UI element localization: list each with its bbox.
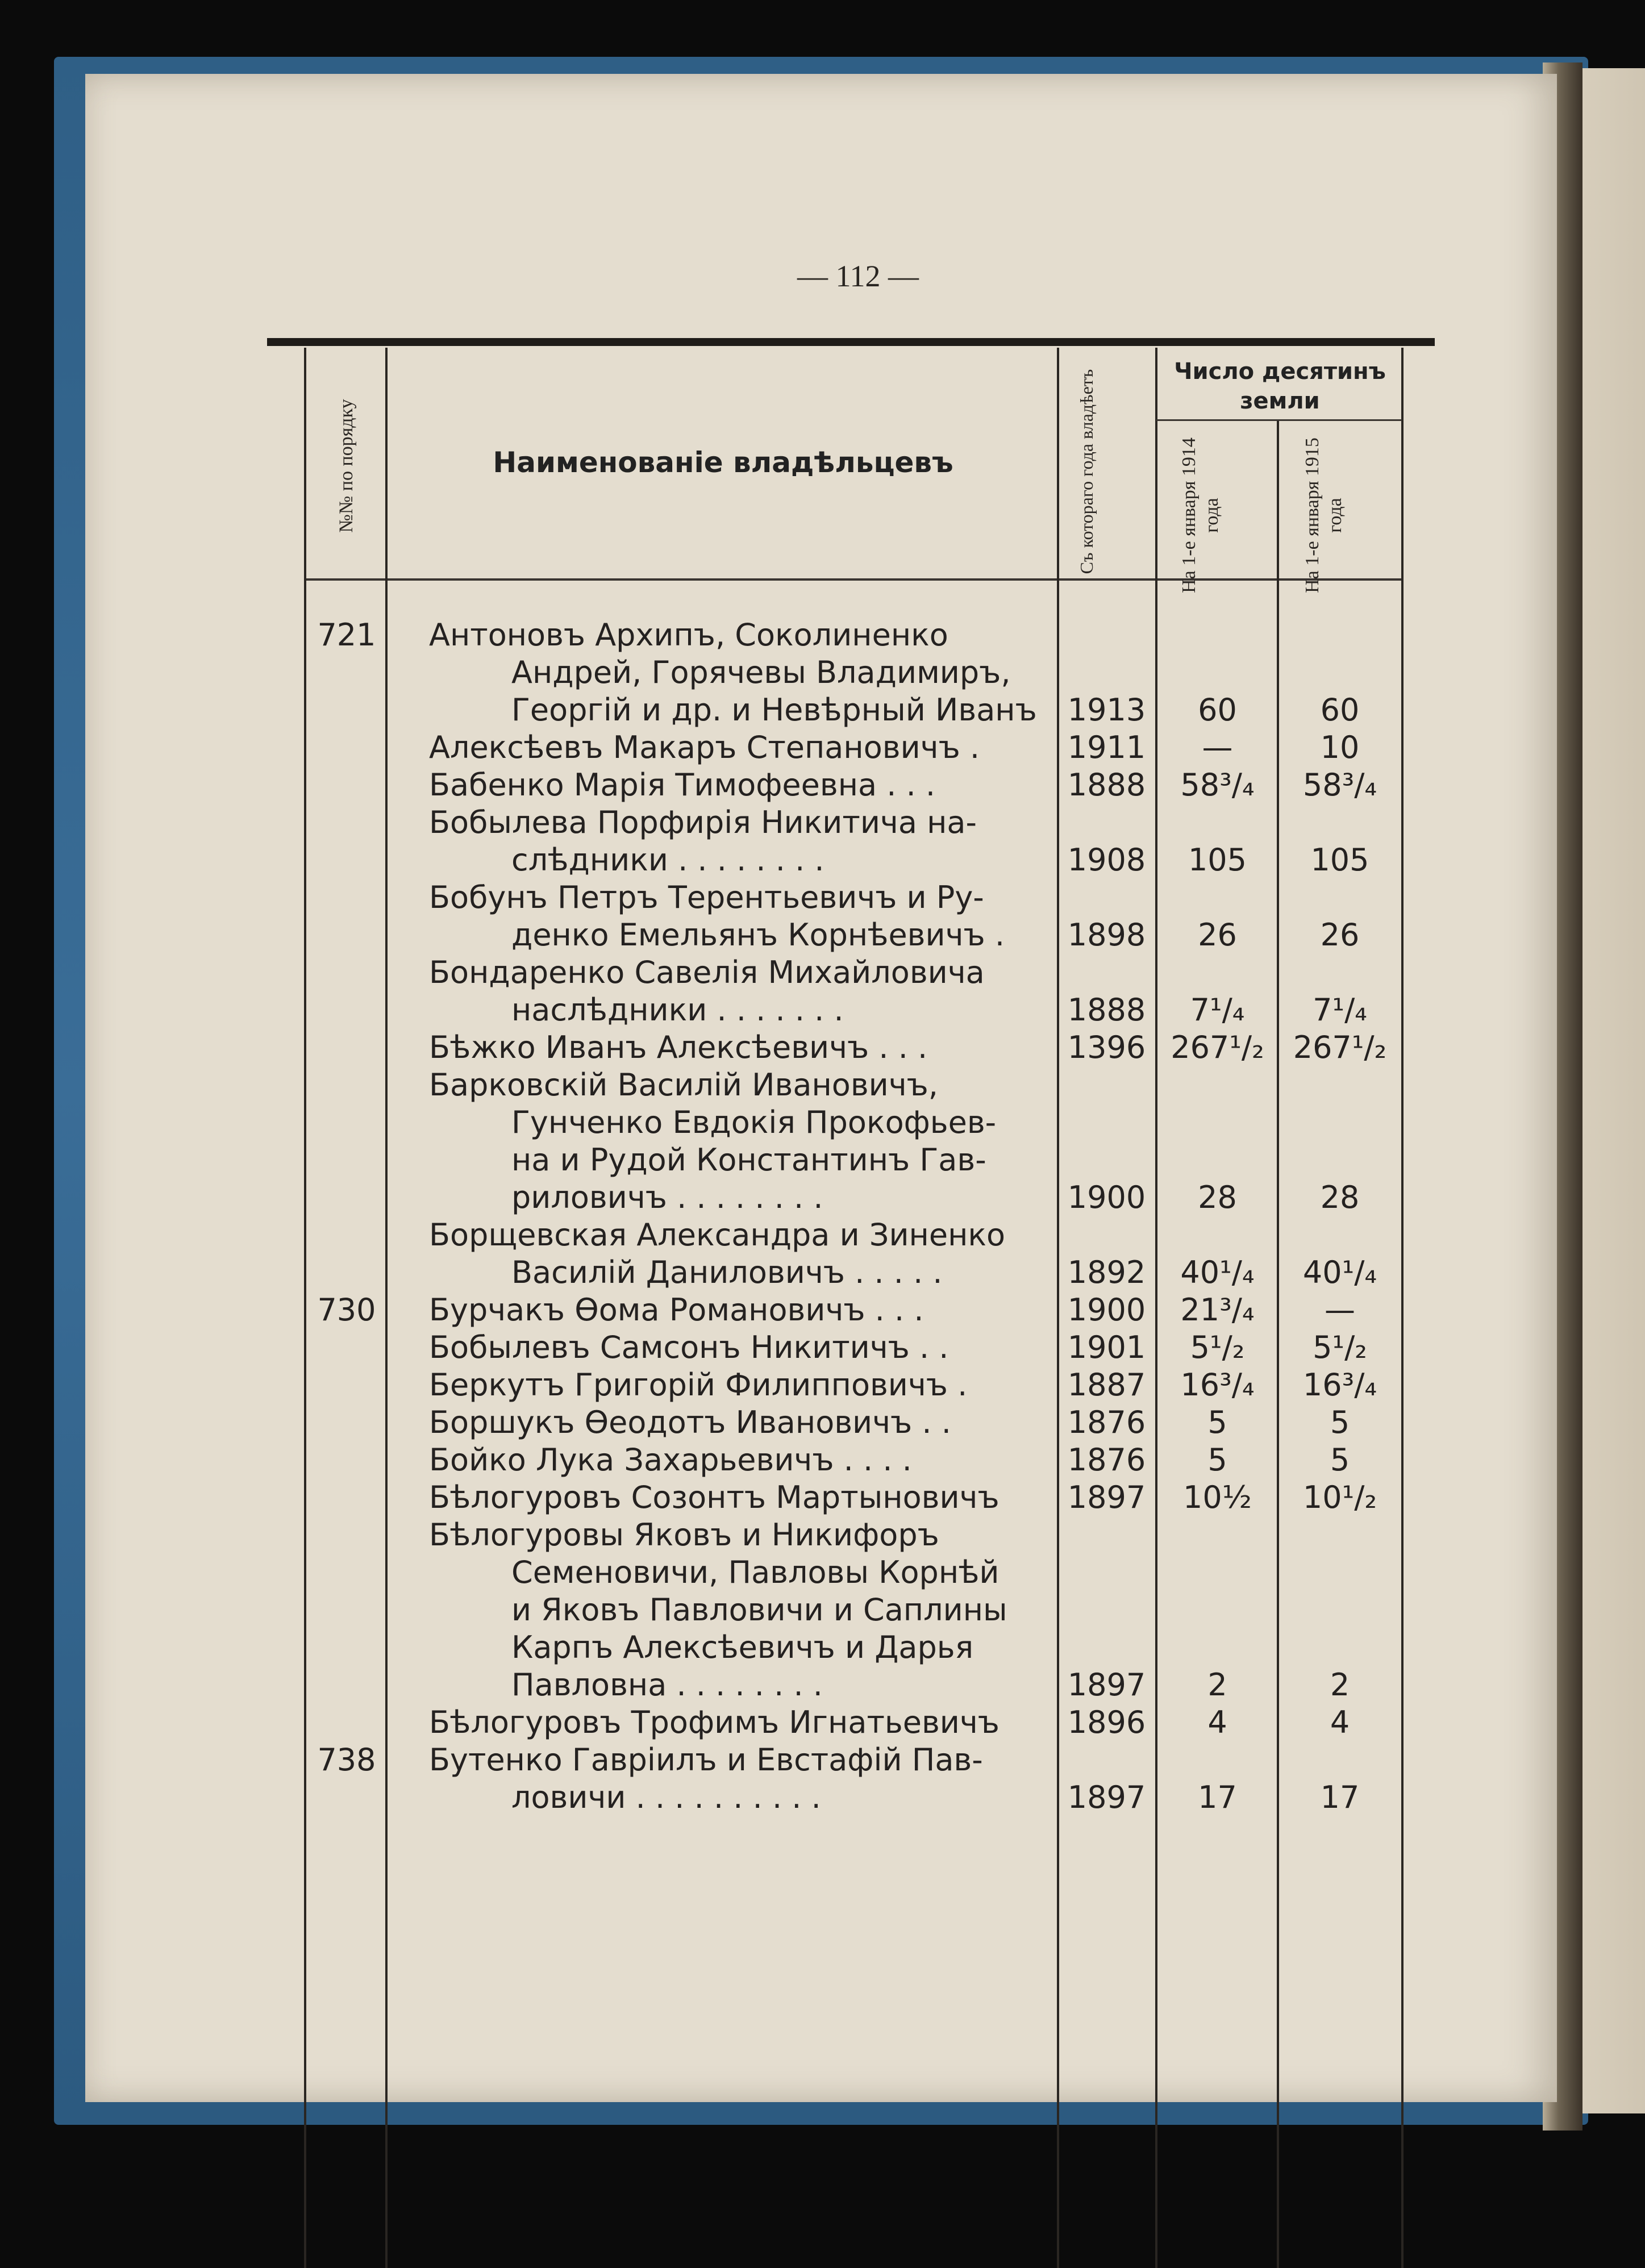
area-1915-cell: 28 xyxy=(1320,1179,1360,1215)
area-1914-cell: 17 xyxy=(1198,1779,1237,1815)
area-1915-cell: 5 xyxy=(1330,1404,1350,1440)
table-top-rule xyxy=(267,338,1435,346)
owner-name-line: Василій Даниловичъ . . . . . xyxy=(511,1254,943,1290)
year-cell: 1898 xyxy=(1067,917,1146,953)
owner-name-line: Боршукъ Ѳеодотъ Ивановичъ . . xyxy=(429,1404,951,1440)
col-line-left xyxy=(304,348,306,2268)
area-1915-cell: 10 xyxy=(1320,729,1360,765)
area-1914-cell: 60 xyxy=(1198,692,1237,728)
group-header-rule xyxy=(1156,419,1402,421)
row-number: 738 xyxy=(317,1742,376,1778)
owner-name-line: Бондаренко Савелія Михайловича xyxy=(429,954,985,990)
owner-name-line: и Яковъ Павловичи и Саплины xyxy=(511,1592,1007,1628)
owner-name-line: риловичъ . . . . . . . . xyxy=(511,1179,823,1215)
area-1914-cell: 5¹/₂ xyxy=(1190,1329,1245,1365)
area-1915-cell: 5¹/₂ xyxy=(1313,1329,1367,1365)
year-cell: 1913 xyxy=(1067,692,1146,728)
area-1914-cell: 40¹/₄ xyxy=(1180,1254,1255,1290)
header-col-no: №№ по порядку xyxy=(336,399,357,533)
owner-name-line: слѣдники . . . . . . . . xyxy=(511,842,824,878)
area-1915-cell: 105 xyxy=(1310,842,1369,878)
owner-name-line: Бѣлогуровъ Трофимъ Игнатьевичъ xyxy=(429,1704,1000,1740)
area-1915-cell: 2 xyxy=(1330,1667,1350,1703)
owner-name-line: Бѣлогуровъ Созонтъ Мартыновичъ xyxy=(429,1479,1000,1515)
year-cell: 1900 xyxy=(1067,1292,1146,1328)
year-cell: 1911 xyxy=(1067,729,1146,765)
header-col-year: Съ котораго года владѣетъ xyxy=(1076,369,1097,574)
area-1915-cell: 7¹/₄ xyxy=(1313,992,1367,1028)
area-1914-cell: 5 xyxy=(1207,1404,1227,1440)
row-number: 730 xyxy=(317,1292,376,1328)
owner-name-line: Беркутъ Григорій Филипповичъ . xyxy=(429,1367,968,1403)
area-1914-cell: 16³/₄ xyxy=(1180,1367,1255,1403)
row-number: 721 xyxy=(317,617,376,653)
owner-name-line: Карпъ Алексѣевичъ и Дарья xyxy=(511,1629,974,1665)
area-1915-cell: 60 xyxy=(1320,692,1360,728)
year-cell: 1888 xyxy=(1067,767,1146,803)
year-cell: 1396 xyxy=(1067,1029,1146,1065)
col-line-year xyxy=(1155,348,1157,2268)
owner-name-line: Бабенко Марія Тимофеевна . . . xyxy=(429,767,936,803)
year-cell: 1897 xyxy=(1067,1779,1146,1815)
col-line-name xyxy=(1057,348,1059,2268)
area-1915-cell: 58³/₄ xyxy=(1302,767,1377,803)
year-cell: 1887 xyxy=(1067,1367,1146,1403)
owner-name-line: Георгій и др. и Невѣрный Иванъ xyxy=(511,692,1037,728)
col-line-right xyxy=(1401,348,1404,2268)
year-cell: 1888 xyxy=(1067,992,1146,1028)
owner-name-line: Гунченко Евдокія Прокофьев- xyxy=(511,1104,997,1140)
area-1915-cell: 4 xyxy=(1330,1704,1350,1740)
owner-name-line: денко Емельянъ Корнѣевичъ . xyxy=(511,917,1005,953)
year-cell: 1897 xyxy=(1067,1479,1146,1515)
owner-name-line: ловичи . . . . . . . . . . xyxy=(511,1779,821,1815)
year-cell: 1892 xyxy=(1067,1254,1146,1290)
owner-name-line: Антоновъ Архипъ, Соколиненко xyxy=(429,617,948,653)
area-1915-cell: 40¹/₄ xyxy=(1302,1254,1377,1290)
area-1915-cell: 10¹/₂ xyxy=(1302,1479,1377,1515)
area-1915-cell: 5 xyxy=(1330,1442,1350,1478)
area-1914-cell: — xyxy=(1202,729,1233,765)
col-line-1914 xyxy=(1277,419,1279,2268)
area-1914-cell: 28 xyxy=(1198,1179,1237,1215)
owner-name-line: Бобылевъ Самсонъ Никитичъ . . xyxy=(429,1329,949,1365)
year-cell: 1897 xyxy=(1067,1667,1146,1703)
area-1914-cell: 10½ xyxy=(1182,1479,1252,1515)
next-page-edge xyxy=(1574,68,1645,2113)
owner-name-line: наслѣдники . . . . . . . xyxy=(511,992,844,1028)
area-1915-cell: 17 xyxy=(1320,1779,1360,1815)
area-1915-cell: 267¹/₂ xyxy=(1293,1029,1387,1065)
area-1915-cell: 26 xyxy=(1320,917,1360,953)
area-1914-cell: 58³/₄ xyxy=(1180,767,1255,803)
owner-name-line: Барковскій Василій Ивановичъ, xyxy=(429,1067,938,1103)
owner-name-line: Семеновичи, Павловы Корнѣй xyxy=(511,1554,1000,1590)
owner-name-line: Алексѣевъ Макаръ Степановичъ . xyxy=(429,729,980,765)
page-number: — 112 — xyxy=(797,259,919,293)
year-cell: 1876 xyxy=(1067,1404,1146,1440)
owner-name-line: Бойко Лука Захарьевичъ . . . . xyxy=(429,1442,912,1478)
owner-name-line: Борщевская Александра и Зиненко xyxy=(429,1217,1006,1253)
owner-name-line: Бобылева Порфирія Никитича на- xyxy=(429,804,977,840)
area-1915-cell: 16³/₄ xyxy=(1302,1367,1377,1403)
year-cell: 1876 xyxy=(1067,1442,1146,1478)
owner-name-line: Бобунъ Петръ Терентьевичъ и Ру- xyxy=(429,879,984,915)
area-1914-cell: 5 xyxy=(1207,1442,1227,1478)
owner-name-line: Павловна . . . . . . . . xyxy=(511,1667,823,1703)
area-1914-cell: 26 xyxy=(1198,917,1237,953)
area-1914-cell: 2 xyxy=(1207,1667,1227,1703)
owner-name-line: Бурчакъ Ѳома Романовичъ . . . xyxy=(429,1292,924,1328)
owner-name-line: Бѣжко Иванъ Алексѣевичъ . . . xyxy=(429,1029,928,1065)
header-col-name: Наименованіе владѣльцевъ xyxy=(493,446,953,479)
owner-name-line: Бѣлогуровы Яковъ и Никифоръ xyxy=(429,1517,939,1553)
owner-name-line: Андрей, Горячевы Владимиръ, xyxy=(511,654,1011,690)
year-cell: 1896 xyxy=(1067,1704,1146,1740)
area-1914-cell: 267¹/₂ xyxy=(1171,1029,1264,1065)
owner-name-line: на и Рудой Константинъ Гав- xyxy=(511,1142,986,1178)
area-1914-cell: 4 xyxy=(1207,1704,1227,1740)
year-cell: 1908 xyxy=(1067,842,1146,878)
area-1915-cell: — xyxy=(1325,1292,1355,1328)
year-cell: 1901 xyxy=(1067,1329,1146,1365)
header-col-group: Число десятинъ земли xyxy=(1174,358,1386,414)
area-1914-cell: 105 xyxy=(1188,842,1247,878)
area-1914-cell: 21³/₄ xyxy=(1180,1292,1255,1328)
owner-name-line: Бутенко Гавріилъ и Евстафій Пав- xyxy=(429,1742,983,1778)
header-col-1915: На 1-е января 1915 года xyxy=(1302,437,1346,593)
col-line-no xyxy=(385,348,388,2268)
year-cell: 1900 xyxy=(1067,1179,1146,1215)
area-1914-cell: 7¹/₄ xyxy=(1190,992,1245,1028)
header-col-1914: На 1-е января 1914 года xyxy=(1178,437,1222,593)
